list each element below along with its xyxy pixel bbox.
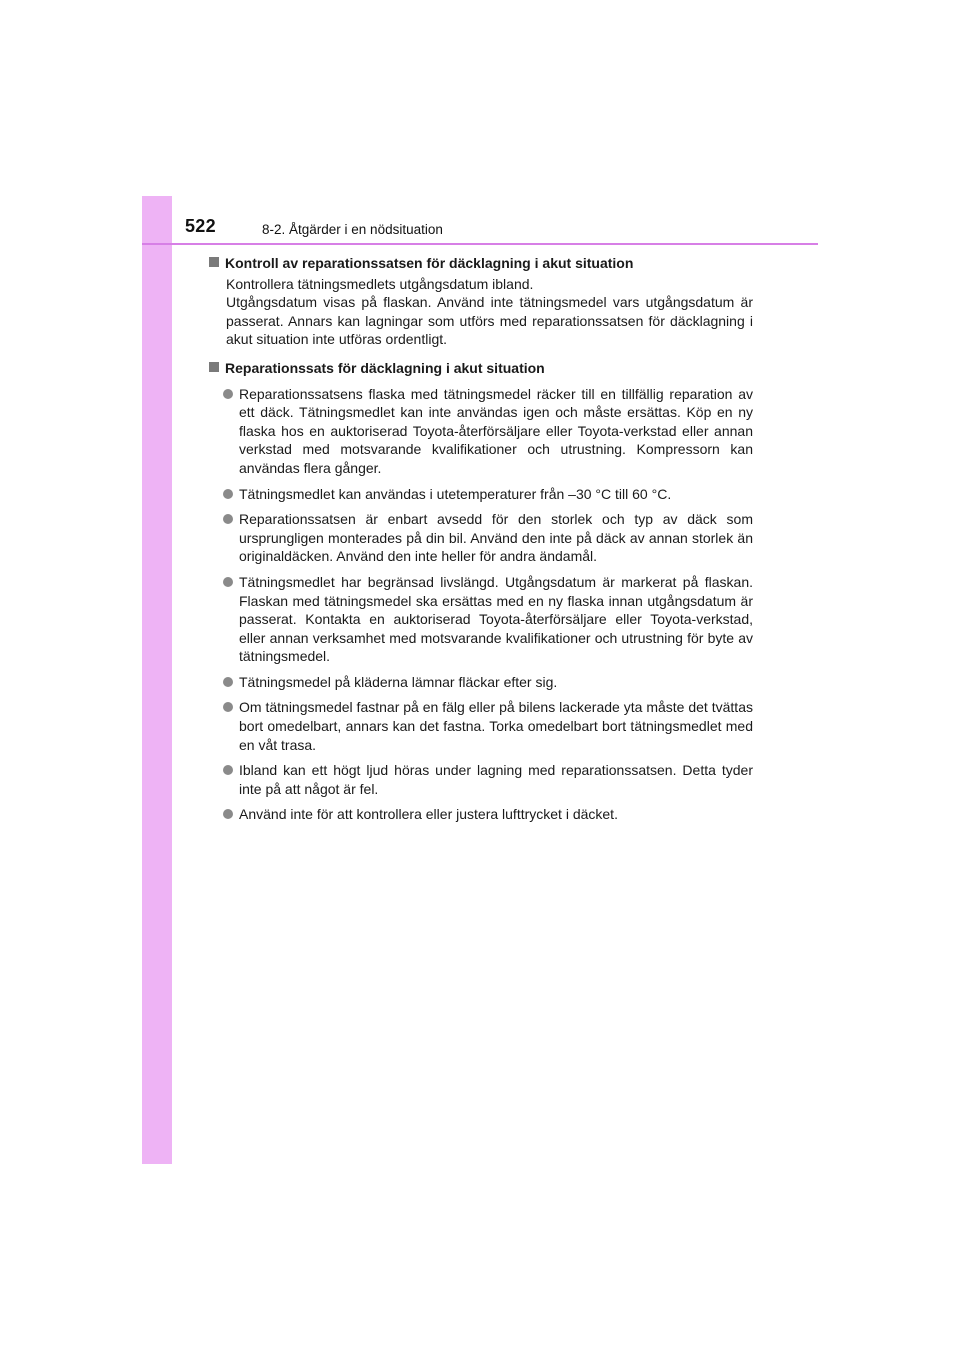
section-heading-text: Reparationssats för däcklagning i akut situation bbox=[225, 359, 545, 376]
square-bullet-icon bbox=[209, 257, 219, 267]
list-item bbox=[209, 805, 753, 824]
section-heading-text: Kontroll av reparationssatsen för däcklagning i akut situation bbox=[225, 255, 634, 271]
list-item bbox=[209, 698, 753, 754]
round-bullet-icon bbox=[223, 765, 233, 775]
paragraph-line: Utgångsdatum visas på flaskan. Använd inte tätningsmedel vars utgångsdatum är passerat. Annars kan lagningar som utförs med reparationssatsen för däcklagning i akut situation inte utföras ordentligt. bbox=[226, 294, 753, 348]
list-item-text: Reparationssatsens flaska med tätningsmedel räcker till en tillfällig reparation av ett däck. Tätningsmedlet kan inte användas igen och måste ersättas. Köp en ny flaska hos en auktoriserad Toyota-återförsäljare eller Toyota-verkstad eller annan verkstad med motsvarande kvalifikationer och utrustning. Kompressorn kan användas flera gånger. bbox=[239, 385, 753, 476]
list-item-text: Reparationssatsen är enbart avsedd för den storlek och typ av däck som ursprungligen monterades på din bil. Använd den inte på däck av annan storlek än originaldäcken. Använd den inte heller för andra ändamål. bbox=[239, 511, 753, 565]
list-item bbox=[209, 761, 753, 798]
chapter-side-tab bbox=[142, 196, 172, 1164]
list-item-text: Ibland kan ett högt ljud höras under lagning med reparationssatsen. Detta tyder inte på att något är fel. bbox=[239, 762, 753, 797]
header-rule bbox=[142, 243, 818, 245]
round-bullet-icon bbox=[223, 577, 233, 587]
round-bullet-icon bbox=[223, 389, 233, 399]
paragraph-line: Kontrollera tätningsmedlets utgångsdatum ibland. bbox=[226, 275, 534, 292]
list-item bbox=[209, 510, 753, 566]
list-item bbox=[209, 485, 753, 504]
section-heading-check bbox=[209, 254, 753, 273]
round-bullet-icon bbox=[223, 489, 233, 499]
round-bullet-icon bbox=[223, 677, 233, 687]
page-content bbox=[209, 254, 753, 824]
page-number: 522 bbox=[185, 216, 216, 236]
list-item bbox=[209, 385, 753, 478]
round-bullet-icon bbox=[223, 514, 233, 524]
list-item-text: Tätningsmedlet kan användas i utetemperaturer från –30 °C till 60 °C. bbox=[239, 485, 672, 502]
list-item bbox=[209, 673, 753, 692]
round-bullet-icon bbox=[223, 702, 233, 712]
section-heading-kit bbox=[209, 359, 753, 378]
section-paragraph bbox=[209, 275, 753, 349]
list-item-text: Tätningsmedlet har begränsad livslängd. Utgångsdatum är markerat på flaskan. Flaskan med tätningsmedel ska ersättas med en ny flaska innan utgångsdatum är passerat. Kontakta en auktoriserad Toyota-återförsäljare eller Toyota-verkstad, eller annan verksamhet med motsvarande kvalifikationer och utrustning för byte av tätningsmedel. bbox=[239, 573, 753, 665]
list-item-text: Om tätningsmedel fastnar på en fälg eller på bilens lackerade yta måste det tvättas bort omedelbart, annars kan det fastna. Torka omedelbart bort tätningsmedlet med en våt trasa. bbox=[239, 699, 753, 753]
list-item-text: Använd inte för att kontrollera eller justera lufttrycket i däcket. bbox=[239, 806, 618, 823]
round-bullet-icon bbox=[223, 809, 233, 819]
list-item bbox=[209, 573, 753, 666]
square-bullet-icon bbox=[209, 362, 219, 372]
section-title: 8-2. Åtgärder i en nödsituation bbox=[262, 222, 443, 237]
list-item-text: Tätningsmedel på kläderna lämnar fläckar efter sig. bbox=[239, 673, 558, 690]
